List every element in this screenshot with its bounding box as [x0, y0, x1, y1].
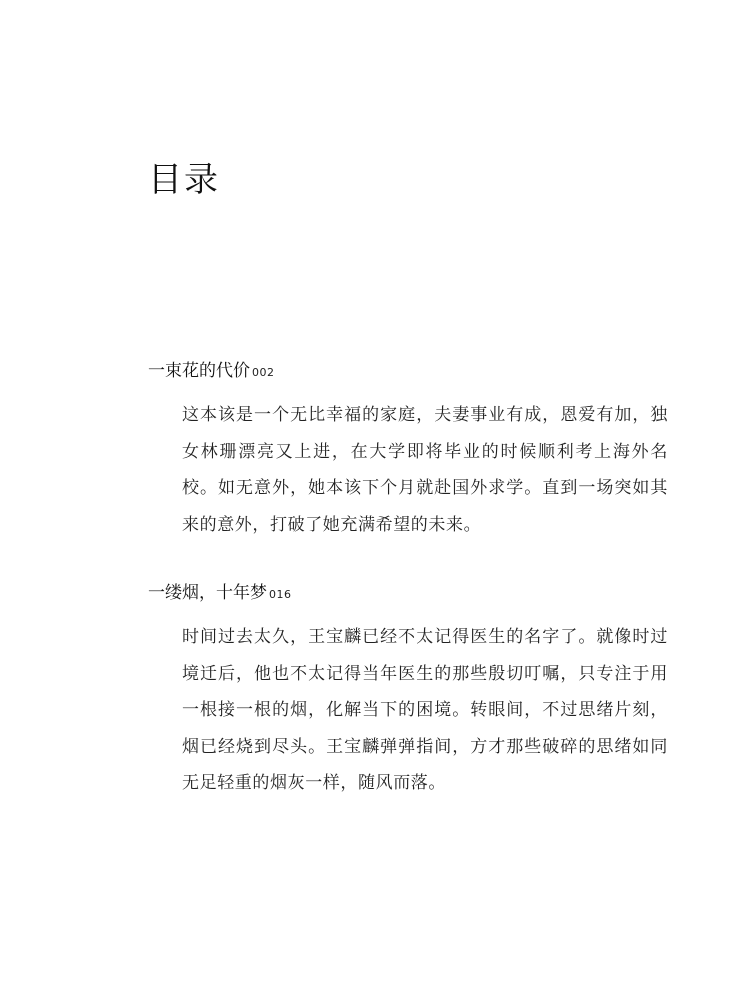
entry-page-number: 016 — [269, 588, 292, 601]
entry-heading[interactable] — [148, 360, 668, 384]
entry-page-number: 002 — [252, 366, 275, 379]
entry-title: 一缕烟，十年梦 — [148, 583, 267, 603]
page-title: 目录 — [148, 159, 220, 200]
entry-heading[interactable] — [148, 582, 668, 606]
entry-title: 一束花的代价 — [148, 361, 250, 381]
toc-entry — [148, 582, 668, 802]
entry-summary: 这本该是一个无比幸福的家庭，夫妻事业有成，恩爱有加，独女林珊漂亮又上进，在大学即将毕业的时候顺利考上海外名校。如无意外，她本该下个月就赴国外求学。直到一场突如其来的意外，打破了她充满希望的未来。 — [182, 405, 668, 535]
toc-entry — [148, 360, 668, 543]
entry-summary: 时间过去太久，王宝麟已经不太记得医生的名字了。就像时过境迁后，他也不太记得当年医生的那些殷切叮嘱，只专注于用一根接一根的烟，化解当下的困境。转眼间，不过思绪片刻，烟已经烧到尽头。王宝麟弹弹指间，方才那些破碎的思绪如同无足轻重的烟灰一样，随风而落。 — [182, 627, 668, 793]
